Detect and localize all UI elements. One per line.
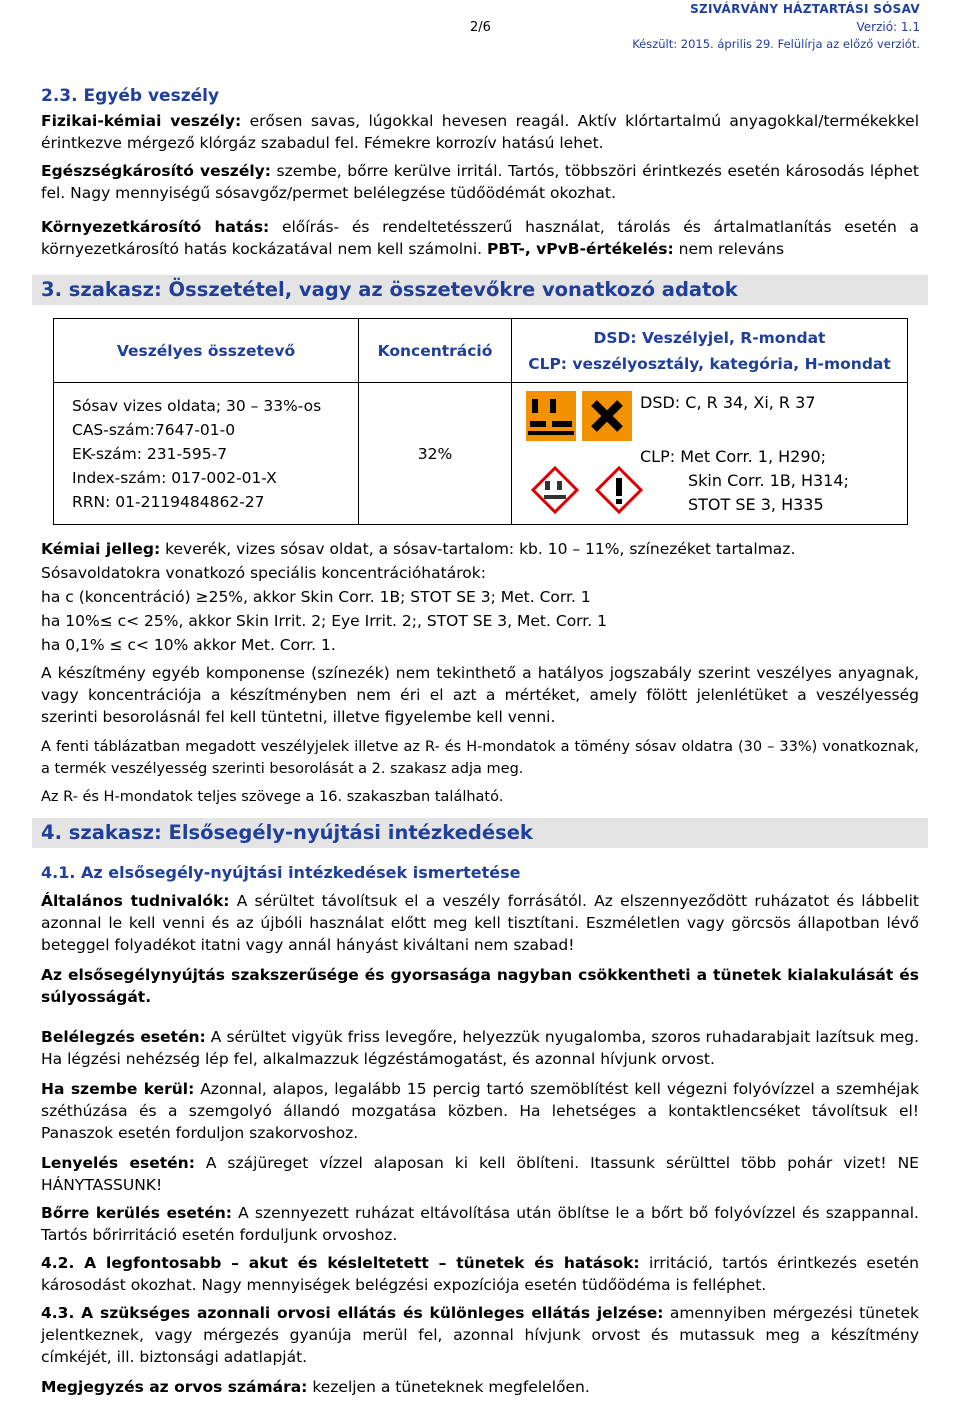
- limit-line-3: ha 0,1% ≤ c< 10% akkor Met. Corr. 1.: [41, 636, 336, 654]
- section-2-3-title: 2.3. Egyéb veszély: [41, 86, 220, 106]
- skin-contact-para: [41, 1202, 919, 1246]
- full-text-note: Az R- és H-mondatok teljes szövege a 16. szakaszban található.: [41, 789, 504, 805]
- env-label: Környezetkárosító hatás:: [41, 218, 270, 236]
- product-name: SZIVÁRVÁNY HÁZTARTÁSI SÓSAV: [690, 2, 920, 16]
- irritant-x-pictogram-dsd-icon: [582, 391, 632, 441]
- component-name: Sósav vizes oldata; 30 – 33%-os: [72, 396, 322, 415]
- header-clp: CLP: veszélyosztály, kategória, H-mondat: [528, 354, 891, 373]
- eye-contact-para: [41, 1078, 919, 1144]
- first-aid-importance-para: Az elsősegélynyújtás szakszerűsége és gyorsasága nagyban csökkentheti a tünetek kialakulását és súlyosságát.: [41, 966, 919, 1006]
- section-4-2-para: [41, 1252, 919, 1296]
- section-4-3-para: [41, 1302, 919, 1368]
- header-dsd: DSD: Veszélyjel, R-mondat: [593, 328, 826, 347]
- section-4-title: 4. szakasz: Elsősegély-nyújtási intézkedések: [41, 821, 533, 844]
- medical-attention-text: amennyiben mérgezési tünetek jelentkeznek, vagy mérgezés gyanúja merül fel, azonnal hívjunk orvost és mutassuk meg a készítmény címkéjét, ill. biztonsági adatlapját.: [41, 1304, 919, 1366]
- doctor-note-para: [41, 1376, 919, 1398]
- table-header-row: [54, 319, 908, 383]
- pbt-label: PBT-, vPvB-értékelés:: [487, 240, 674, 258]
- physchem-hazard-para: [41, 110, 919, 154]
- general-label: Általános tudnivalók:: [41, 892, 230, 910]
- version-label: Verzió: 1.1: [856, 20, 920, 34]
- inhalation-para: [41, 1026, 919, 1070]
- health-hazard-para: [41, 160, 919, 204]
- physchem-label: Fizikai-kémiai veszély:: [41, 112, 242, 130]
- component-cell: [54, 383, 359, 525]
- chemical-character-para: [41, 538, 919, 560]
- skin-text: A szennyezett ruházat eltávolítása után öblítse le a bőrt bő folyóvízzel és szappannal. Tartós bőrirritáció esetén forduljunk orvoshoz.: [41, 1204, 919, 1244]
- revision-date: Készült: 2015. április 29. Felülírja az előző verziót.: [632, 37, 920, 51]
- limits-title: Sósavoldatokra vonatkozó speciális koncentrációhatárok:: [41, 564, 486, 582]
- pbt-text: nem releváns: [673, 240, 785, 258]
- limit-line-2: ha 10%≤ c< 25%, akkor Skin Irrit. 2; Eye Irrit. 2;, STOT SE 3, Met. Corr. 1: [41, 612, 607, 630]
- clp-line-3: STOT SE 3, H335: [688, 495, 824, 514]
- limit-line-1: ha c (koncentráció) ≥25%, akkor Skin Corr. 1B; STOT SE 3; Met. Corr. 1: [41, 588, 591, 606]
- ingestion-para: [41, 1152, 919, 1196]
- physchem-text: erősen savas, lúgokkal hevesen reagál. Aktív klórtartalmú anyagokkal/termékekkel érintkezve mérgező klórgáz szabadul fel. Fémekre korrozív hatású lehet.: [41, 112, 919, 152]
- general-info-para: [41, 890, 919, 956]
- composition-table: [53, 318, 908, 525]
- dsd-classification: DSD: C, R 34, Xi, R 37: [640, 393, 816, 412]
- environment-hazard-para: [41, 216, 919, 260]
- skin-label: Bőrre kerülés esetén:: [41, 1204, 233, 1222]
- index-number: Index-szám: 017-002-01-X: [72, 468, 277, 487]
- eye-label: Ha szembe kerül:: [41, 1080, 195, 1098]
- concentration-cell: 32%: [359, 383, 512, 525]
- symptoms-label: 4.2. A legfontosabb – akut és késleltetett – tünetek és hatások:: [41, 1254, 640, 1272]
- classification-cell: [512, 383, 908, 525]
- ingestion-label: Lenyelés esetén:: [41, 1154, 195, 1172]
- doctor-note-label: Megjegyzés az orvos számára:: [41, 1378, 308, 1396]
- env-text: előírás- és rendeltetésszerű használat, tárolás és ártalmatlanítás esetén a környezetkárosító hatás kockázatával nem kell számolni.: [41, 218, 920, 258]
- inhalation-text: A sérültet vigyük friss levegőre, helyezzük nyugalomba, szoros ruhadarabjait lazítsuk meg. Ha légzési nehézség lép fel, alkalmazzuk légzéstámogatást, és azonnal hívjunk orvost.: [41, 1028, 920, 1068]
- header-concentration: Koncentráció: [359, 319, 512, 383]
- clp-line-2: Skin Corr. 1B, H314;: [688, 471, 849, 490]
- ec-number: EK-szám: 231-595-7: [72, 444, 228, 463]
- pictogram-note-para: A fenti táblázatban megadott veszélyjelek illetve az R- és H-mondatok a tömény sósav oldatra (30 – 33%) vonatkoznak, a termék veszélyesség szerinti besorolását a 2. szakasz adja meg.: [41, 739, 919, 777]
- exclamation-ghs-pictogram-icon: [594, 465, 644, 515]
- doctor-note-text: kezeljen a tüneteknek megfelelően.: [307, 1378, 590, 1396]
- ingestion-text: A szájüreget vízzel alaposan ki kell öblíteni. Itassunk sérülttel több pohár vizet! NE HÁNYTASSUNK!: [41, 1154, 919, 1194]
- medical-attention-label: 4.3. A szükséges azonnali orvosi ellátás és különleges ellátás jelzése:: [41, 1304, 664, 1322]
- clp-classification: [640, 445, 849, 517]
- corrosion-pictogram-dsd-icon: [526, 391, 576, 441]
- ghs-pictograms: [530, 465, 644, 515]
- clp-line-1: CLP: Met Corr. 1, H290;: [640, 447, 827, 466]
- section-3-title: 3. szakasz: Összetétel, vagy az összetevőkre vonatkozó adatok: [41, 278, 738, 301]
- colorant-para: A készítmény egyéb komponense (színezék) nem tekinthető a hatályos jogszabály szerint veszélyes anyagnak, vagy koncentrációja a készítményben nem éri el azt a mértéket, amely fölött jelenlétüket a veszélyesség szerinti besorolásnál fel kell tüntetni, illetve figyelembe kell venni.: [41, 664, 919, 726]
- rrn-number: RRN: 01-2119484862-27: [72, 492, 265, 511]
- cas-number: CAS-szám:7647-01-0: [72, 420, 236, 439]
- chem-label: Kémiai jelleg:: [41, 540, 161, 558]
- section-4-1-title: 4.1. Az elsősegély-nyújtási intézkedések ismertetése: [41, 863, 521, 882]
- page-number: 2/6: [470, 20, 491, 35]
- header-classification: [512, 319, 908, 383]
- health-label: Egészségkárosító veszély:: [41, 162, 271, 180]
- chem-text: keverék, vizes sósav oldat, a sósav-tartalom: kb. 10 – 11%, színezéket tartalmaz.: [160, 540, 796, 558]
- eye-text: Azonnal, alapos, legalább 15 percig tartó szemöblítést kell végezni folyóvízzel a szemhéjak széthúzása és a szemgolyó állandó mozgatása közben. Ha lehetséges a kontaktlencséket távolítsuk el! Panaszok esetén forduljon szakorvoshoz.: [41, 1080, 919, 1142]
- header-component: Veszélyes összetevő: [54, 319, 359, 383]
- health-text: szembe, bőrre kerülve irritál. Tartós, többszöri érintkezés esetén károsodás léphet fel. Nagy mennyiségű sósavgőz/permet belélegzése tüdőödémát okozhat.: [41, 162, 919, 202]
- table-row: [54, 383, 908, 525]
- symptoms-text: irritáció, tartós érintkezés esetén károsodást okozhat. Nagy mennyiségek belégzési expozíciója esetén tüdőödéma is felléphet.: [41, 1254, 920, 1294]
- corrosion-ghs-pictogram-icon: [530, 465, 580, 515]
- general-text: A sérültet távolítsuk el a veszély forrásától. Az elszennyeződött ruházatot és lábbelit azonnal le kell venni és az újbóli használat előtt meg kell tisztítani. Eszméletlen vagy görcsös állapotban lévő beteggel folyadékot itatni vagy annál hányást kiváltani nem szabad!: [41, 892, 919, 954]
- inhalation-label: Belélegzés esetén:: [41, 1028, 206, 1046]
- dsd-pictograms: [526, 391, 632, 441]
